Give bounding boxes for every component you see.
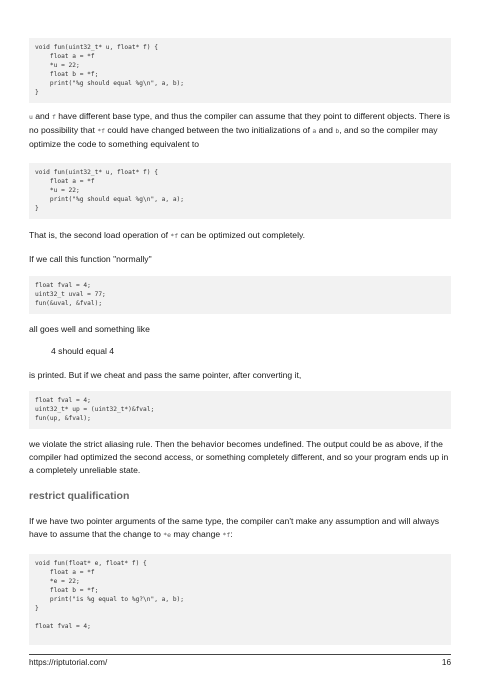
page-number: 16 [441,658,451,667]
text-span: That is, the second load operation of [29,230,171,240]
code-block-4: float fval = 4; uint32_t* up = (uint32_t*)&fval; fun(up, &fval); [29,391,451,429]
text-span: have different base type, and thus the compiler can assume that they point to different objects. There is no possibility that [29,111,450,135]
code-block-1: void fun(uint32_t* u, float* f) { float a = *f *u = 22; float b = *f; print("%g should equal %g\n", a, b); } [29,38,451,103]
paragraph-all-goes-well: all goes well and something like [29,324,150,334]
text-span: and [32,111,52,121]
inline-code: b [335,127,340,135]
code-block-3: float fval = 4; uint32_t uval = 77; fun(&uval, &fval); [29,276,451,314]
text-span: If we have two pointer arguments of the same type, the compiler can't make any assumption and will always have to assume that the change to [29,516,440,539]
code-block-5: void fun(float* e, float* f) { float a = *f *e = 22; float b = *f; print("is %g equal to %g?\n", a, b); } float fval = 4; [29,554,451,645]
inline-code: a [312,127,317,135]
inline-code: *f [170,232,179,240]
inline-code: *f [97,127,106,135]
inline-code: *f [222,531,231,539]
text-span: may change [170,529,223,539]
text-span: could have changed between the two initializations of [105,125,313,135]
footer-url-link[interactable]: https://riptutorial.com/ [29,658,108,667]
footer-divider [29,654,451,655]
section-heading: restrict qualification [29,490,130,502]
paragraph-load-optimized [29,229,451,243]
paragraph-aliasing-explanation [29,110,451,151]
text-span: : [230,529,233,539]
inline-code: f [51,113,56,121]
text-span: can be optimized out completely. [178,230,306,240]
text-span: and [316,125,336,135]
text-span: , and so the compiler may optimize the code to something equivalent to [29,125,438,149]
inline-code: *e [163,531,171,539]
paragraph-cheat-pointer: is printed. But if we cheat and pass the same pointer, after converting it, [29,370,302,380]
code-block-2: void fun(uint32_t* u, float* f) { float a = *f *u = 22; print("%g should equal %g\n", a, a); } [29,163,451,219]
inline-code: u [29,113,33,121]
paragraph-call-normally: If we call this function "normally" [29,254,152,264]
paragraph-restrict [29,515,451,542]
paragraph-undefined-behavior: we violate the strict aliasing rule. Then the behavior becomes undefined. The output could be as above, if the compiler had optimized the second access, or something completely different, and so your program ends up in a completely unreliable state. [29,439,449,475]
program-output: 4 should equal 4 [51,346,115,356]
